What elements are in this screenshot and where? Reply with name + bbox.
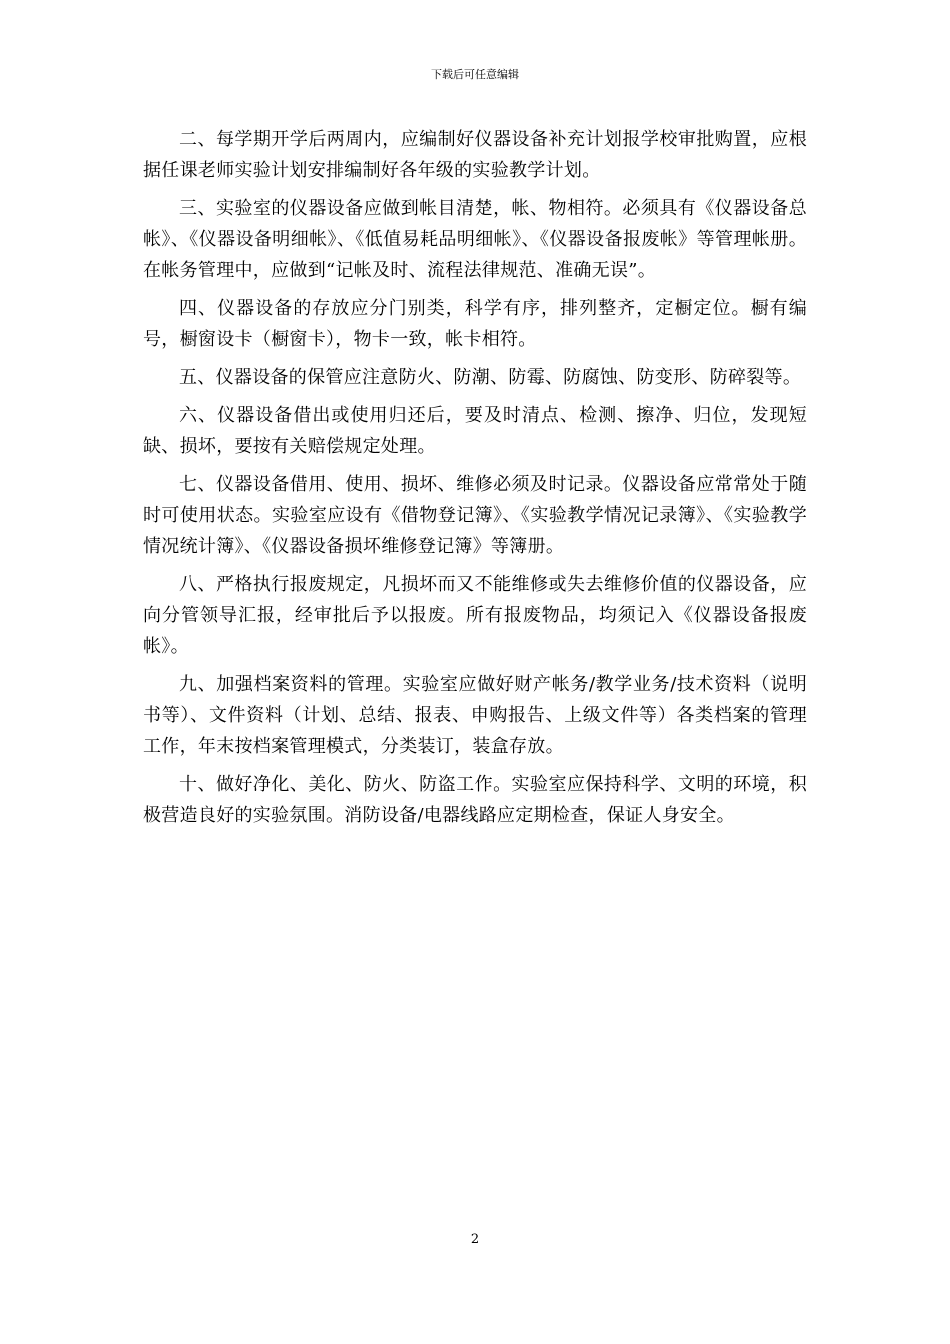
paragraph-8: 八、严格执行报废规定，凡损坏而又不能维修或失去维修价值的仪器设备，应向分管领导汇报，经审批后予以报废。所有报废物品，均须记入《仪器设备报废帐》。 bbox=[143, 574, 807, 657]
paragraph-4: 四、仪器设备的存放应分门别类，科学有序，排列整齐，定橱定位。橱有编号，橱窗设卡（橱窗卡），物卡一致，帐卡相符。 bbox=[143, 298, 807, 350]
page-header: 下载后可任意编辑 bbox=[431, 68, 519, 81]
paragraph-7: 七、仪器设备借用、使用、损坏、维修必须及时记录。仪器设备应常常处于随时可使用状态。实验室应设有《借物登记簿》、《实验教学情况记录簿》、《实验教学情况统计簿》、《仪器设备损坏维修登记簿》等簿册。 bbox=[143, 474, 807, 557]
page-number: 2 bbox=[470, 1232, 480, 1247]
paragraph-10: 十、做好净化、美化、防火、防盗工作。实验室应保持科学、文明的环境，积极营造良好的实验氛围。消防设备/电器线路应定期检查，保证人身安全。 bbox=[143, 774, 807, 826]
paragraph-6: 六、仪器设备借出或使用归还后，要及时清点、检测、擦净、归位，发现短缺、损坏，要按有关赔偿规定处理。 bbox=[143, 405, 807, 457]
paragraph-3: 三、实验室的仪器设备应做到帐目清楚，帐、物相符。必须具有《仪器设备总帐》、《仪器设备明细帐》、《低值易耗品明细帐》、《仪器设备报废帐》等管理帐册。在帐务管理中，应做到“记帐及时、流程法律规范、准确无误”。 bbox=[143, 198, 807, 281]
document-body bbox=[143, 124, 807, 838]
paragraph-5: 五、仪器设备的保管应注意防火、防潮、防霉、防腐蚀、防变形、防碎裂等。 bbox=[179, 367, 802, 388]
paragraph-2: 二、每学期开学后两周内，应编制好仪器设备补充计划报学校审批购置，应根据任课老师实验计划安排编制好各年级的实验教学计划。 bbox=[143, 129, 807, 181]
paragraph-9: 九、加强档案资料的管理。实验室应做好财产帐务/教学业务/技术资料（说明书等）、文件资料（计划、总结、报表、申购报告、上级文件等）各类档案的管理工作，年末按档案管理模式，分类装订，装盒存放。 bbox=[143, 674, 807, 757]
